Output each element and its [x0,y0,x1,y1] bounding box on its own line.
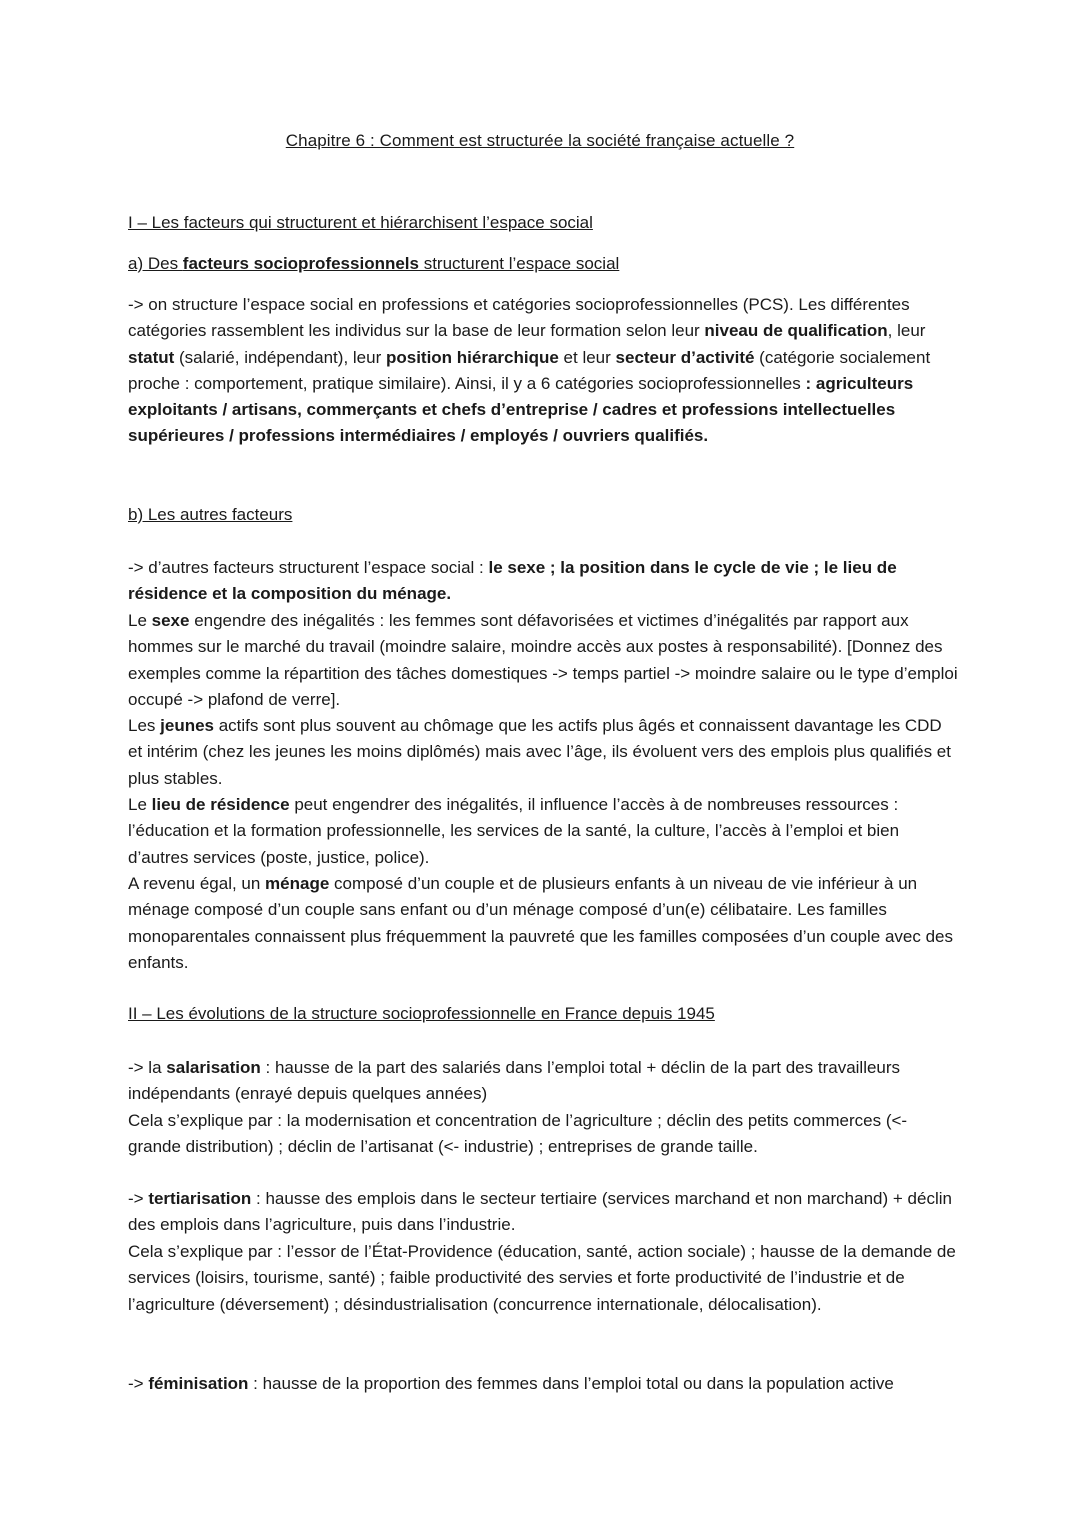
text-run: -> on structure l’espace social en professions et catégories socioprofessionnelles (PCS). Les différentes catégories rassemblent les individus sur la base de leur formation selon leur [128,295,910,341]
text-run: Cela s’explique par : la modernisation et concentration de l’agriculture ; déclin des petits commerces (<- grande distribution) ; déclin de l’artisanat (<- industrie) ; entreprises de grande taille. [128,1111,908,1157]
text-run: Cela s’explique par : l’essor de l’État-Providence (éducation, santé, action sociale) ; hausse de la demande de services (loisirs, tourisme, santé) ; faible productivité des servies et forte productivité de l’industrie et de l’agriculture (déversement) ; désindustrialisation (concurrence internationale, délocalisation). [128,1242,956,1314]
section-1b-intro [128,555,958,608]
bold-text-run: tertiarisation [148,1189,252,1208]
bold-text-run: féminisation [148,1374,249,1393]
bold-text-run: : agriculteurs exploitants / artisans, commerçants et chefs d’entreprise / cadres et professions intellectuelles supérieures / professions intermédiaires / employés / ouvriers qualifiés. [128,373,914,446]
text-run: -> [128,1189,149,1208]
bold-text-run: ménage [265,874,330,893]
text-run: -> d’autres facteurs structurent l’espace social : [128,558,489,577]
text-run: peut engendrer des inégalités, il influence l’accès à de nombreuses ressources : l’éducation et la formation professionnelle, les services de la santé, la culture, l’accès à l’emploi et bien d’autres services (poste, justice, police). [128,795,900,867]
text-run: -> la [128,1058,167,1077]
text-run: : hausse de la part des salariés dans l’emploi total + déclin de la part des travailleurs indépendants (enrayé depuis quelques années) [128,1058,901,1104]
text-run: , leur [887,321,926,341]
section-1b-heading: b) Les autres facteurs [128,505,293,524]
text-run: Les [128,716,161,735]
text-run: Le [128,795,152,814]
bold-text-run: jeunes [160,716,214,735]
bold-text-run: position hiérarchique [385,347,559,367]
section-1-heading: I – Les facteurs qui structurent et hiérarchisent l’espace social [128,213,593,232]
bold-text-run: niveau de qualification [704,321,888,341]
section-1a-heading-prefix: a) Des [128,254,183,273]
section-1a-heading [128,254,619,274]
section-1a-heading-bold: facteurs socioprofessionnels [182,254,419,273]
bold-text-run: le sexe ; la position dans le cycle de vie ; le lieu de résidence et la composition du ménage. [128,558,897,604]
section-1a-heading-suffix: structurent l’espace social [418,254,620,273]
section-1b-jeunes [128,713,958,792]
text-run: actifs sont plus souvent au chômage que les actifs plus âgés et connaissent davantage les CDD et intérim (chez les jeunes les moins diplômés) mais avec l’âge, ils évoluent vers des emplois plus qualifiés et plus stables. [128,716,951,788]
section-2-salarisation [128,1055,958,1108]
chapter-title: Chapitre 6 : Comment est structurée la société française actuelle ? [285,131,795,150]
text-run: (catégorie socialement proche : comportement, pratique similaire). Ainsi, il y a 6 catégories socioprofessionnelles [128,347,931,393]
text-run: : hausse de la proportion des femmes dans l’emploi total ou dans la population active [248,1374,894,1393]
bold-text-run: statut [128,347,175,367]
bold-text-run: secteur d’activité [615,347,755,367]
text-run: composé d’un couple et de plusieurs enfants à un niveau de vie inférieur à un ménage composé d’un couple sans enfant ou d’un ménage composé d’un(e) célibataire. Les familles monoparentales connaissent plus fréquemment la pauvreté que les familles composées d’un couple avec des enfants. [128,874,953,972]
section-1b-menage [128,871,958,976]
section-1b-sexe [128,608,958,713]
section-2-tertiarisation-explanation [128,1239,958,1318]
text-run: (salarié, indépendant), leur [174,347,386,367]
section-2-tertiarisation [128,1186,958,1239]
text-run: : hausse des emplois dans le secteur tertiaire (services marchand et non marchand) + déclin des emplois dans l’agriculture, puis dans l’industrie. [128,1189,952,1235]
text-run: et leur [558,347,616,367]
text-run: A revenu égal, un [128,874,266,893]
bold-text-run: sexe [151,611,190,630]
text-run: Le [128,611,152,630]
section-2-heading: II – Les évolutions de la structure socioprofessionnelle en France depuis 1945 [128,1004,715,1023]
text-run: engendre des inégalités : les femmes sont défavorisées et victimes d’inégalités par rapport aux hommes sur le marché du travail (moindre salaire, moindre accès aux postes à responsabilité). [Donnez des exemples comme la répartition des tâches domestiques -> temps partiel -> moindre salaire ou le type d’emploi occupé -> plafond de verre]. [128,611,958,709]
section-1a-paragraph [128,292,958,450]
bold-text-run: lieu de résidence [151,795,290,814]
text-run: -> [128,1374,149,1393]
bold-text-run: salarisation [166,1058,261,1077]
section-2-feminisation [128,1371,958,1397]
section-2-salarisation-explanation [128,1108,958,1161]
section-1b-lieu [128,792,958,871]
